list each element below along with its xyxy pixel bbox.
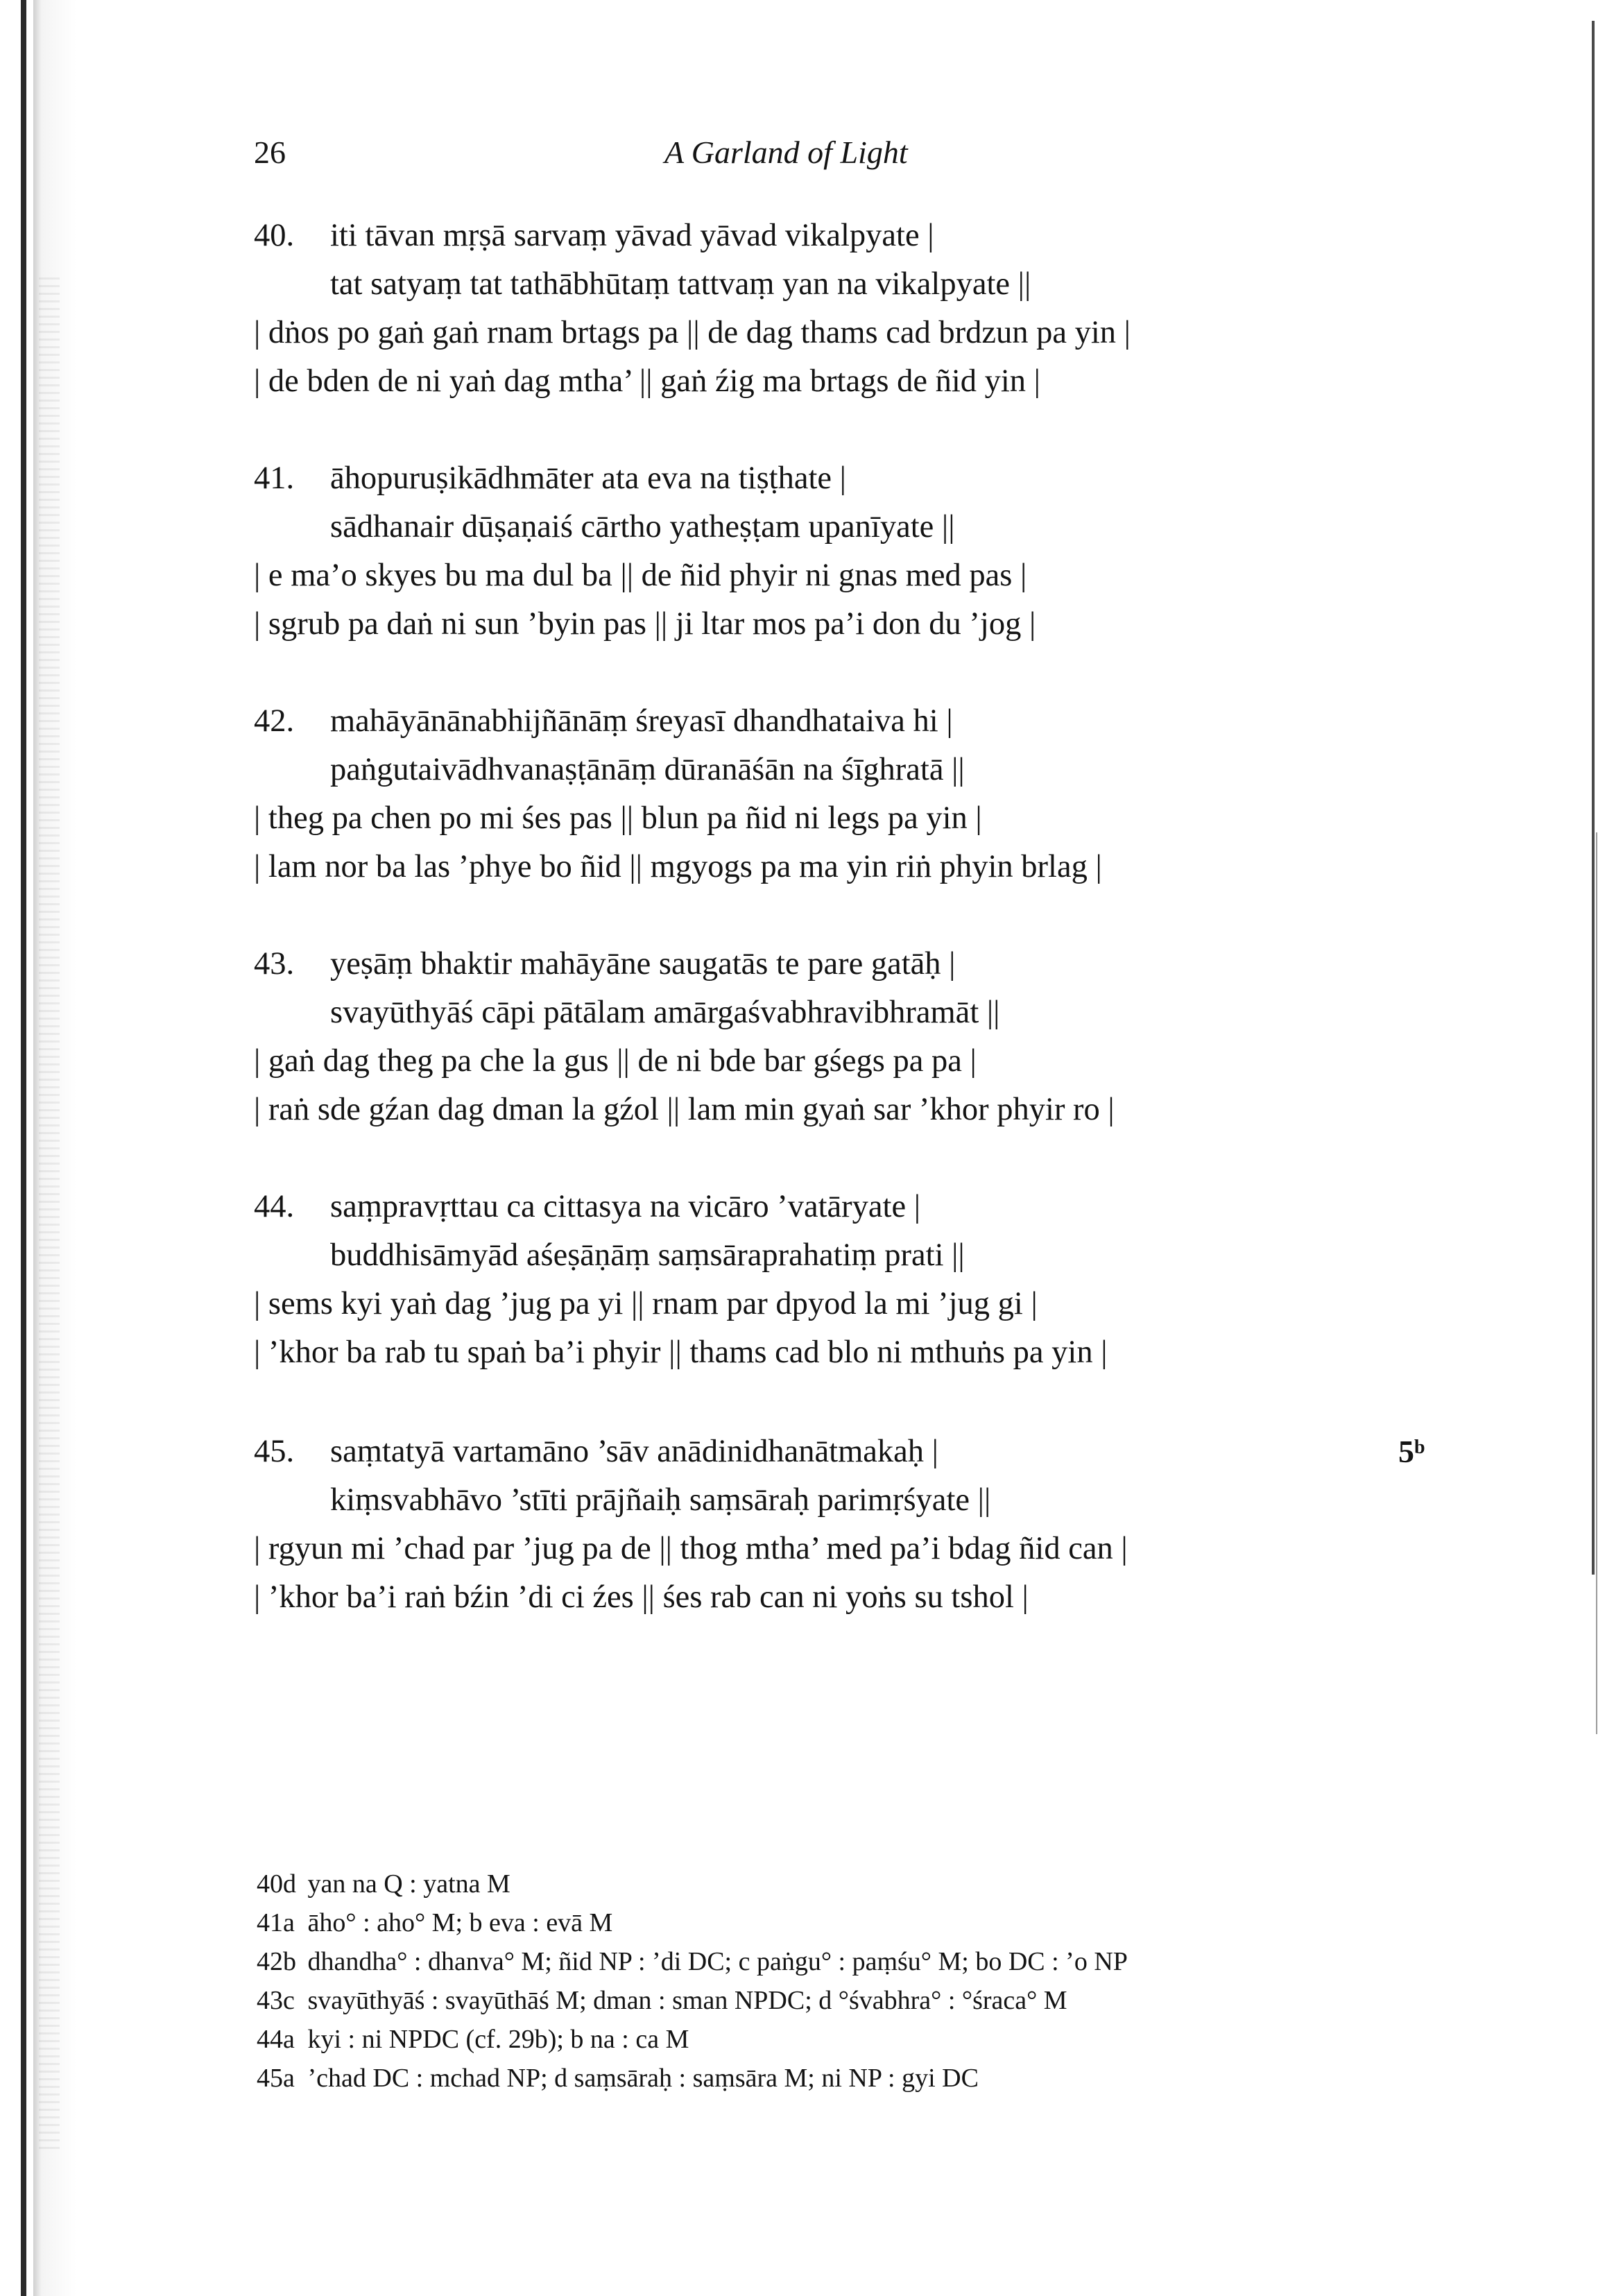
verse-line-tibetan: | ’khor ba rab tu spaṅ ba’i phyir || thams cad blo ni mthuṅs pa yin | (254, 1335, 1108, 1370)
critical-apparatus (257, 1865, 1505, 2098)
note-key: 43c (257, 1986, 295, 2015)
note-key: 45a (257, 2064, 295, 2093)
verse-text: saṃtatyā vartamāno ’sāv anādinidhanātmakaḥ | (330, 1434, 938, 1469)
apparatus-note (257, 2020, 1505, 2059)
apparatus-note (257, 1903, 1505, 1942)
verse-42 (254, 697, 1502, 891)
apparatus-note (257, 1865, 1505, 1903)
verse-45 (254, 1428, 1502, 1622)
verse-line: sādhanair dūṣaṇaiś cārtho yatheṣṭam upanīyate || (330, 509, 955, 545)
verse-40 (254, 212, 1502, 406)
verse-43 (254, 940, 1502, 1134)
note-text: svayūthyāś : svayūthāś M; dman : sman NPDC; d °śvabhra° : °śraca° M (307, 1986, 1067, 2015)
note-text: āho° : aho° M; b eva : evā M (307, 1908, 613, 1937)
folio-side: b (1414, 1437, 1425, 1458)
verse-text: yeṣāṃ bhaktir mahāyāne saugatās te pare gatāḥ | (330, 946, 956, 982)
note-key: 40d (257, 1869, 296, 1899)
verse-line (254, 697, 1502, 746)
verse-line (254, 940, 1502, 988)
running-head (254, 128, 1433, 177)
scan-edge-right (1592, 21, 1595, 1575)
verse-line (254, 212, 1502, 260)
scan-edge-left (0, 0, 76, 2296)
verse-number: 42. (254, 703, 295, 739)
verse-line: kiṃsvabhāvo ’stīti prājñaiḥ saṃsāraḥ parimṛśyate || (330, 1482, 991, 1518)
verse-text: saṃpravṛttau ca cittasya na vicāro ’vatāryate | (330, 1189, 921, 1224)
verse-line-tibetan: | e ma’o skyes bu ma dul ba || de ñid phyir ni gnas med pas | (254, 558, 1027, 593)
verse-line-tibetan: | sems kyi yaṅ dag ’jug pa yi || rnam par dpyod la mi ’jug gi | (254, 1286, 1038, 1321)
verse-number: 43. (254, 946, 295, 982)
verse-number: 45. (254, 1434, 295, 1469)
verse-number: 41. (254, 461, 295, 496)
verse-text: mahāyānānabhijñānāṃ śreyasī dhandhataiva hi | (330, 703, 953, 739)
note-text: yan na Q : yatna M (307, 1869, 510, 1899)
verse-line-tibetan: | dṅos po gaṅ gaṅ rnam brtags pa || de dag thams cad brdzun pa yin | (254, 315, 1131, 350)
verse-text: iti tāvan mṛṣā sarvaṃ yāvad yāvad vikalpyate | (330, 218, 934, 253)
note-text: kyi : ni NPDC (cf. 29b); b na : ca M (307, 2025, 689, 2054)
verse-line-tibetan: | de bden de ni yaṅ dag mtha’ || gaṅ źig ma brtags de ñid yin | (254, 363, 1040, 399)
note-text: ’chad DC : mchad NP; d saṃsāraḥ : saṃsāra M; ni NP : gyi DC (307, 2064, 979, 2093)
note-key: 44a (257, 2025, 295, 2054)
verse-line: tat satyaṃ tat tathābhūtaṃ tattvaṃ yan na vikalpyate || (330, 266, 1031, 302)
verse-line (254, 1183, 1502, 1231)
apparatus-note (257, 1981, 1505, 2020)
verse-line: buddhisāmyād aśeṣāṇāṃ saṃsāraprahatiṃ prati || (330, 1237, 965, 1273)
note-key: 41a (257, 1908, 295, 1937)
verse-line-tibetan: | gaṅ dag theg pa che la gus || de ni bde bar gśegs pa pa | (254, 1043, 977, 1079)
scan-binding-noise (39, 277, 60, 2150)
apparatus-note (257, 1942, 1505, 1981)
verse-line-tibetan: | raṅ sde gźan dag dman la gźol || lam min gyaṅ sar ’khor phyir ro | (254, 1092, 1115, 1127)
apparatus-note (257, 2059, 1505, 2098)
verse-line (254, 454, 1502, 503)
verse-line-tibetan: | theg pa chen po mi śes pas || blun pa ñid ni legs pa yin | (254, 800, 982, 836)
verse-text: āhopuruṣikādhmāter ata eva na tiṣṭhate | (330, 461, 846, 496)
verse-line-tibetan: | sgrub pa daṅ ni sun ’byin pas || ji ltar mos pa’i don du ’jog | (254, 606, 1036, 642)
folio-marker (1398, 1428, 1425, 1476)
note-key: 42b (257, 1947, 296, 1976)
verse-line: paṅgutaivādhvanaṣṭānāṃ dūranāśān na śīghratā || (330, 752, 965, 787)
verse-line (254, 1428, 1502, 1476)
verse-line-tibetan: | rgyun mi ’chad par ’jug pa de || thog mtha’ med pa’i bdag ñid can | (254, 1531, 1128, 1566)
running-title: A Garland of Light (664, 135, 908, 170)
verse-line-tibetan: | lam nor ba las ’phye bo ñid || mgyogs pa ma yin riṅ phyin brlag | (254, 849, 1102, 884)
verse-number: 44. (254, 1189, 295, 1224)
scan-edge-right-faint (1596, 832, 1597, 1734)
verse-44 (254, 1183, 1502, 1377)
note-text: dhandha° : dhanva° M; ñid NP : ’di DC; c paṅgu° : paṃśu° M; bo DC : ’o NP (307, 1947, 1128, 1976)
page-number: 26 (254, 135, 286, 170)
folio-number: 5 (1398, 1434, 1414, 1469)
verse-line-tibetan: | ’khor ba’i raṅ bźin ’di ci źes || śes rab can ni yoṅs su tshol | (254, 1579, 1029, 1615)
verse-line: svayūthyāś cāpi pātālam amārgaśvabhravibhramāt || (330, 995, 1000, 1030)
verse-41 (254, 454, 1502, 649)
verse-number: 40. (254, 218, 295, 253)
